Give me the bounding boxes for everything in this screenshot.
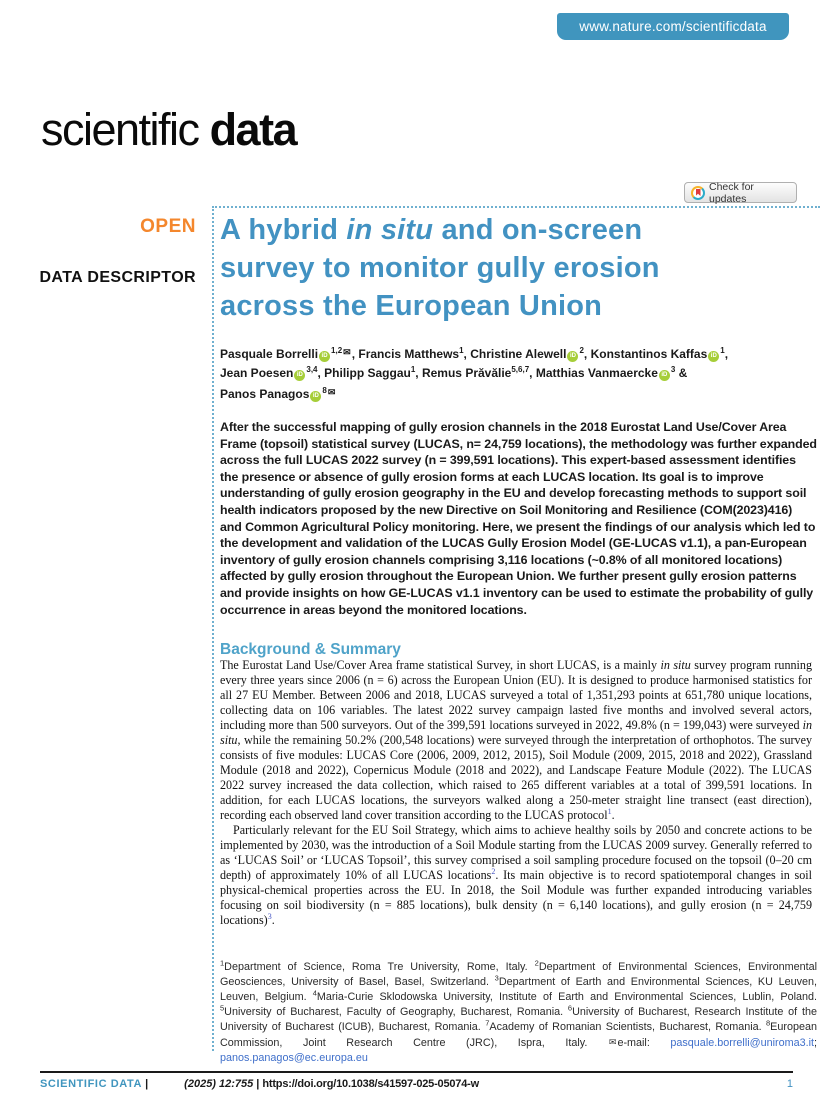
- footer-separator: |: [145, 1078, 149, 1090]
- affiliations-text: $^1$Department of Science, Roma Tre University, Rome, Italy. $^2$Department of Environmental Sciences, Environmental Geosciences, University of Basel, Basel, Switzerland. $^3$Department of Earth and Environmental Sciences, KU Leuven, Leuven, Belgium. $^4$Maria-Curie Sklodowska University, Institute of Earth and Environmental Sciences, Lublin, Poland. $^5$University of Bucharest, Faculty of Geography, Bucharest, Romania. $^6$University of Bucharest, Research Institute of the University of Bucharest (ICUB), Bucharest, Romania. $^7$Academy of Romanian Scientists, Bucharest, Romania. $^8$European Commission, Joint Research Centre (JRC), Ispra, Italy. ✉e-mail: pasquale.borrelli@uniroma3.it; panos.panagos@ec.europa.eu: [220, 958, 817, 1064]
- orcid-icon[interactable]: iD: [319, 351, 330, 362]
- journal-logo: [41, 104, 296, 156]
- section-heading: Background & Summary: [220, 641, 401, 658]
- orcid-icon[interactable]: iD: [708, 351, 719, 362]
- orcid-icon[interactable]: iD: [659, 370, 670, 381]
- page-number: 1: [786, 1078, 793, 1090]
- crossmark-icon: [691, 186, 705, 200]
- footer-doi-link[interactable]: https://doi.org/10.1038/s41597-025-05074-w: [262, 1078, 479, 1090]
- nature-url-banner: [557, 13, 789, 40]
- orcid-icon[interactable]: iD: [310, 391, 321, 402]
- open-access-label: OPEN: [140, 216, 196, 237]
- email-link[interactable]: panos.panagos@ec.europa.eu: [220, 1052, 368, 1064]
- footer-citation: (2025) 12:755: [184, 1078, 254, 1090]
- footer: [40, 1078, 793, 1090]
- envelope-icon: ✉: [327, 387, 336, 397]
- orcid-icon[interactable]: iD: [567, 351, 578, 362]
- check-for-updates-badge[interactable]: [684, 182, 797, 203]
- vertical-dotted-rule: [212, 206, 214, 1051]
- footer-separator: |: [256, 1078, 260, 1090]
- nature-url-text: www.nature.com/scientificdata: [579, 19, 767, 34]
- journal-logo-bold: data: [209, 104, 297, 155]
- article-title: A hybrid in situ and on-screen survey to monitor gully erosion across the European Union: [220, 214, 660, 322]
- authors-line: Pasquale Borrelli $iD^{1,2✉}$, Francis Matthews$^1$, Christine Alewell $iD^2$, Konstantinos Kaffas $iD^1$, Jean Poesen iD$^{3,4}$, Philipp Saggau$^1$, Remus Prăvălie$^{5,6,7}$, Matthias Vanmaercke $iD^3$ & Panos Panagos $iD^{8✉}$: [220, 346, 729, 401]
- body-paragraph-1: The Eurostat Land Use/Cover Area frame statistical Survey, in short LUCAS, is a mainly in situ survey program running every three years since 2006 (n = 6) across the European Union (EU). It is designed to produce harmonised statistics for all 27 EU Member. Between 2006 and 2018, LUCAS surveyed a total of 1,351,293 points at 651,780 unique locations, collecting data on 106 variables. The latest 2022 survey campaign lasted five months and involved several actors, including more than 500 surveyors. Out of the 399,591 locations surveyed in 2022, 49.8% (n = 199,043) were surveyed in situ, while the remaining 50.2% (200,548 locations) were surveyed through the interpretation of orthophotos. The survey consists of five modules: LUCAS Core (2006, 2009, 2012, 2015), Soil Module (2009, 2015, 2018 and 2022), Grassland Module (2018 and 2022), Copernicus Module (2018 and 2022), and Landscape Feature Module (2022). The LUCAS 2022 survey increased the data collection, which raised to 265 different variables at a total of 399,591 locations. In addition, for each LUCAS locations, the surveyors walked along a 250-meter straight line transect (east direction), recording each observed land cover transition according to the LUCAS protocol$^1$.: [220, 658, 813, 822]
- orcid-icon[interactable]: iD: [294, 370, 305, 381]
- body-paragraph-2: Particularly relevant for the EU Soil Strategy, which aims to achieve healthy soils by 2050 and concrete actions to be implemented by 2030, was the introduction of a Soil Module starting from the LUCAS 2009 survey. Generally referred to as ‘LUCAS Soil’ or ‘LUCAS Topsoil’, this survey comprised a soil sampling procedure focused on the topsoil (0–20 cm depth) of approximately 10% of all LUCAS locations$^2$. Its main objective is to record spatiotemporal changes in soil physical-chemical properties across the EU. In 2018, the Soil Module was further expanded introducing variables focusing on soil biodiversity (n = 885 locations), bulk density (n = 6,140 locations), and gully erosion (n = 24,759 locations)$^3$.: [220, 823, 812, 927]
- footer-rule: [40, 1071, 793, 1073]
- check-for-updates-label: Check for updates: [709, 180, 754, 205]
- abstract-text: After the successful mapping of gully erosion channels in the 2018 Eurostat Land Use/Cover Area Frame (topsoil) statistical survey (LUCAS, n= 24,759 locations), the methodology was further expanded across the full LUCAS 2022 survey (n = 399,591 locations). This expert-based assessment identifies the presence or absence of gully erosion forms at each LUCAS location. Its goal is to improve understanding of gully erosion geography in the EU and develop forecasting methods to support soil health indicators proposed by the new Directive on Soil Monitoring and Resilience (COM(2023)416) and Common Agricultural Policy monitoring. Here, we present the findings of our analysis which led to the development and validation of the LUCAS Gully Erosion Model (GE-LUCAS v1.1), a pan-European inventory of gully erosion channels comprising 3,116 locations (~0.8% of all monitored locations) affected by gully erosion throughout the European Union. We further present gully erosion patterns and provide insights on how GE-LUCAS v1.1 inventory can be used to estimate the probability of gully occurrence in areas beyond the monitored locations.: [220, 420, 817, 617]
- footer-journal-name: SCIENTIFIC DATA: [40, 1078, 143, 1090]
- journal-logo-light: scientific: [41, 104, 210, 155]
- article-type-label: DATA DESCRIPTOR: [39, 269, 196, 286]
- email-link[interactable]: pasquale.borrelli@uniroma3.it: [670, 1037, 814, 1049]
- envelope-icon: ✉: [343, 347, 351, 357]
- reference-link[interactable]: 3: [267, 911, 272, 921]
- reference-link[interactable]: 1: [607, 806, 612, 816]
- envelope-icon: ✉: [608, 1037, 617, 1047]
- horizontal-dotted-rule: [212, 206, 820, 208]
- body-text: [220, 658, 812, 928]
- reference-link[interactable]: 2: [491, 866, 496, 876]
